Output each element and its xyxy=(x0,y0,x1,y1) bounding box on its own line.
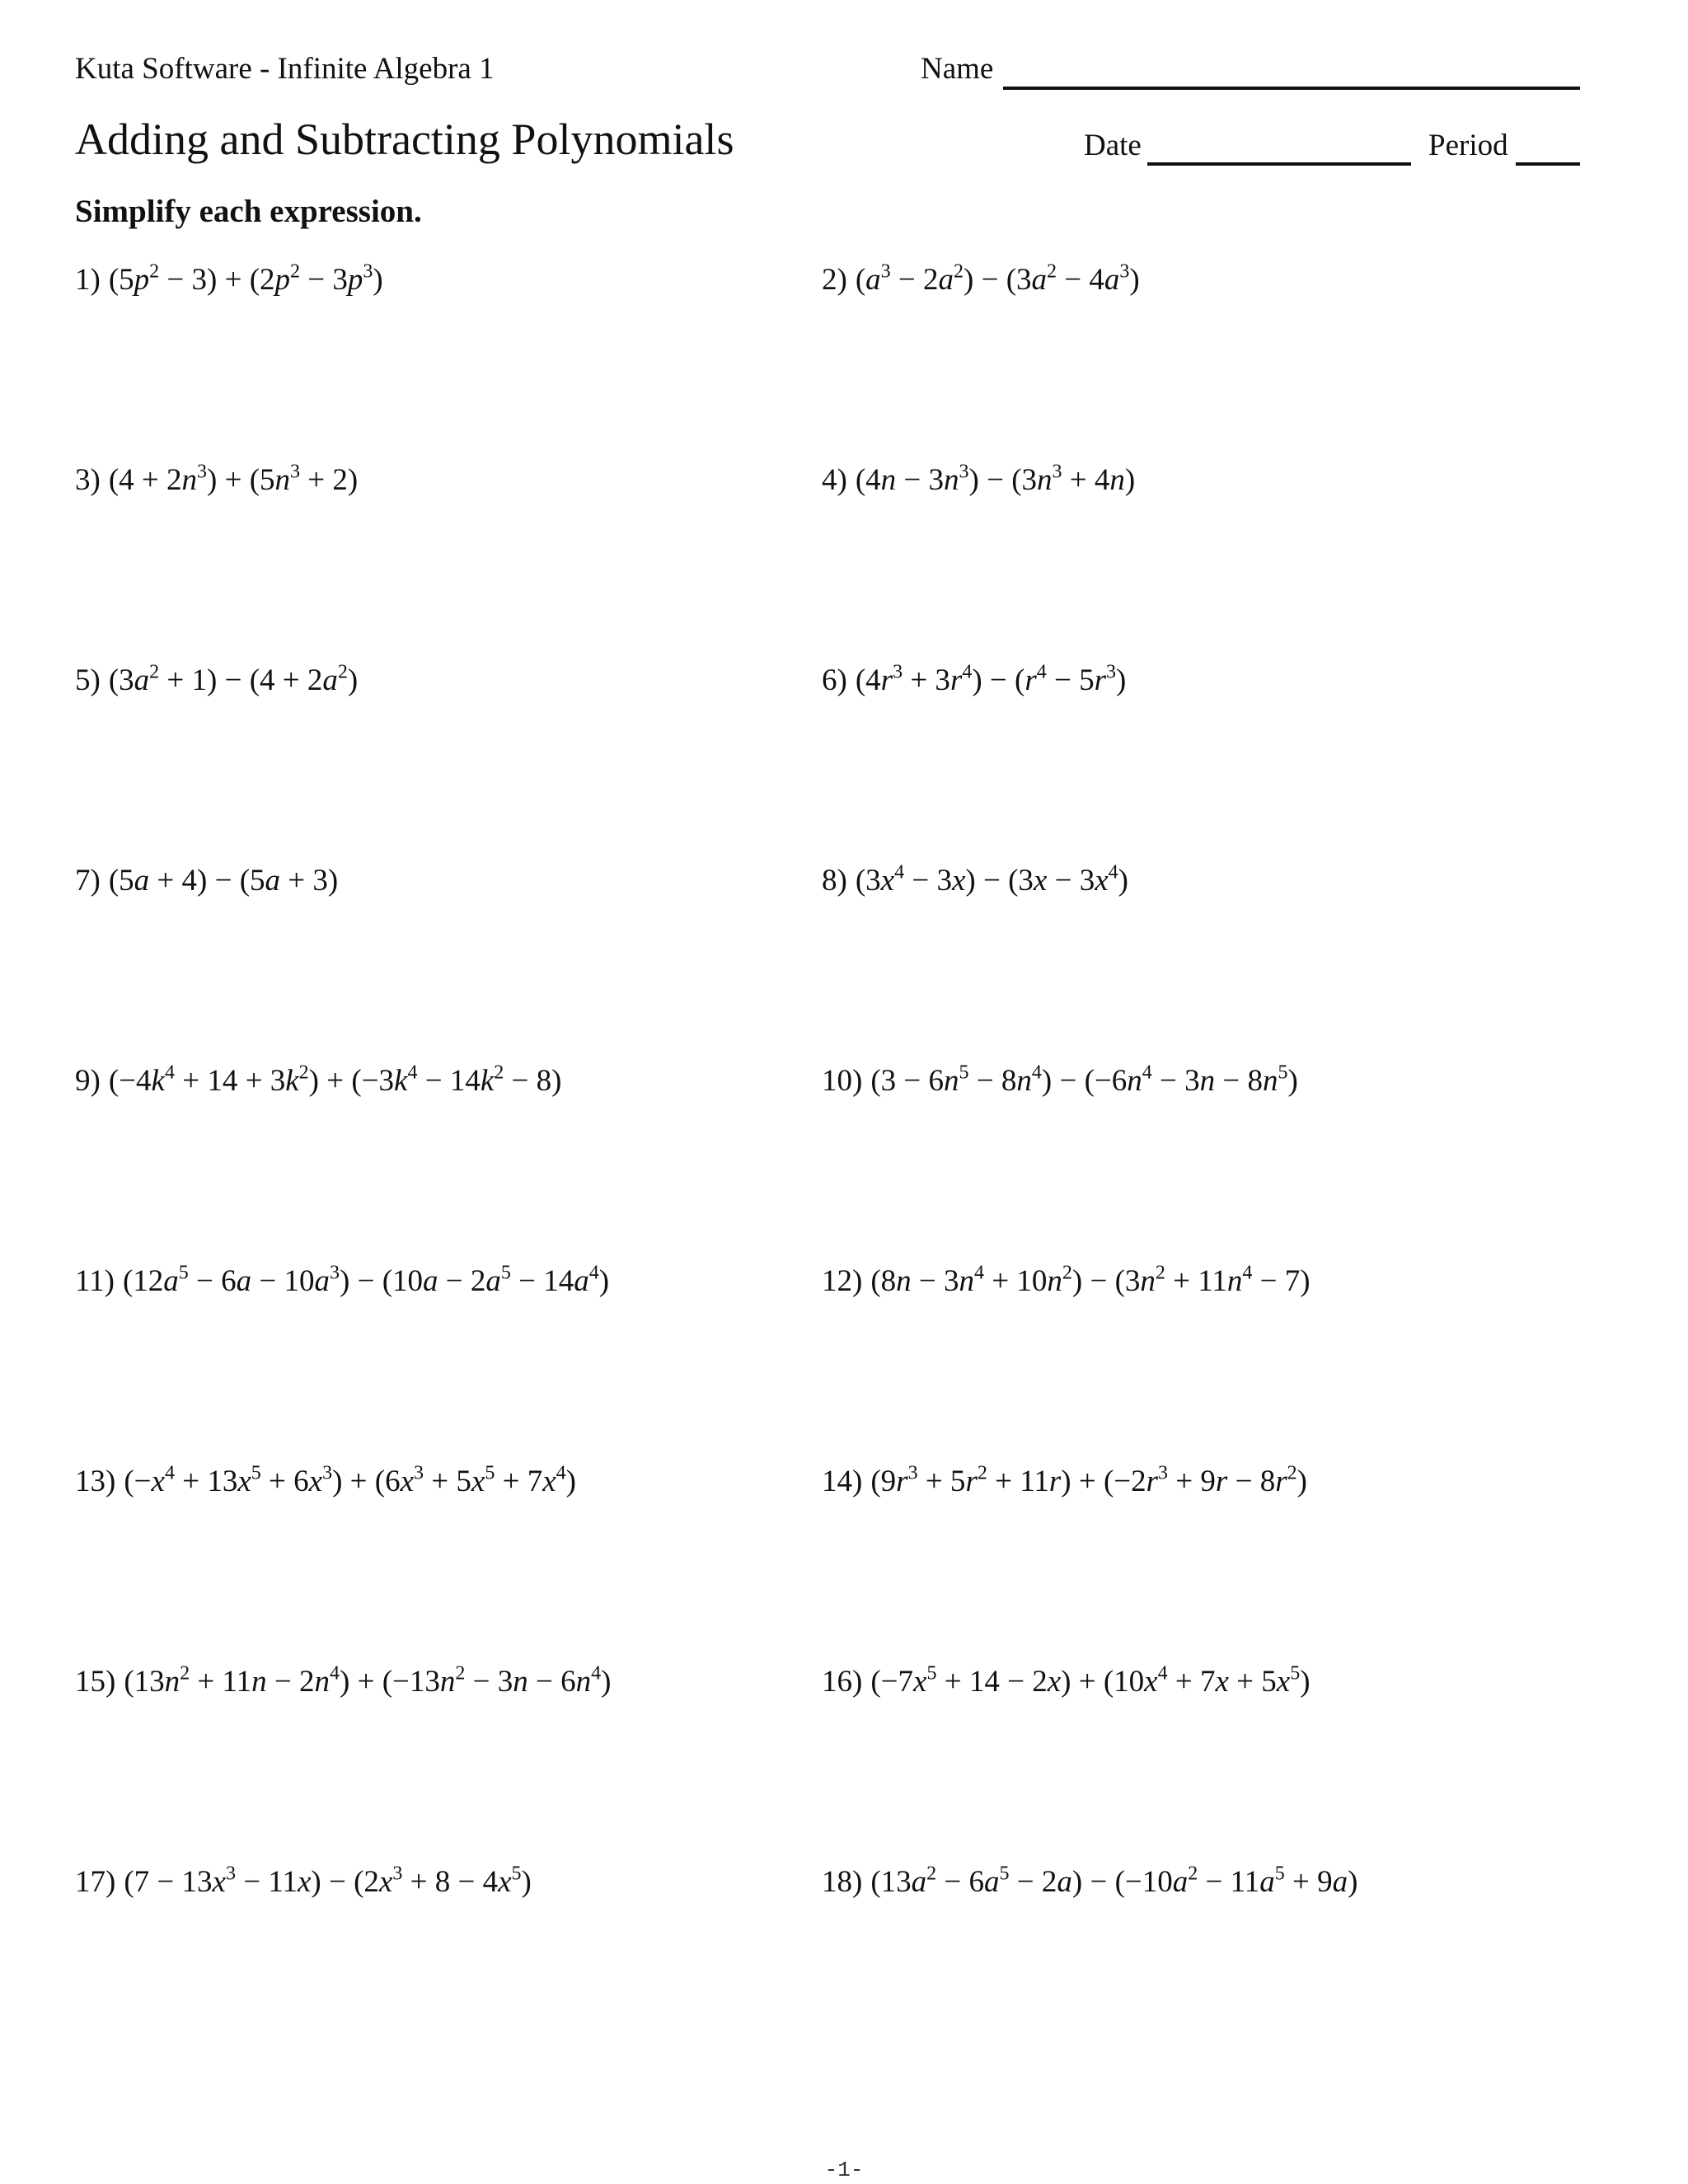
problem-item xyxy=(75,861,338,901)
problem-expression: $(3 - 6n^5 - 8n^4) - (-6n^4 - 3n - 8n^5)$ xyxy=(870,1062,1298,1098)
worksheet-title: Adding and Subtracting Polynomials xyxy=(75,115,734,164)
period-label: Period xyxy=(1428,129,1508,162)
problem-number: 14) xyxy=(822,1465,863,1498)
problem-expression: $(a^3 - 2a^2) - (3a^2 - 4a^3)$ xyxy=(855,260,1140,297)
problem-item xyxy=(822,260,1140,300)
problem-expression: $(3a^2 + 1) - (4 + 2a^2)$ xyxy=(108,661,359,697)
problem-expression: $(4n - 3n^3) - (3n^3 + 4n)$ xyxy=(855,461,1136,497)
problem-expression: $(4 + 2n^3) + (5n^3 + 2)$ xyxy=(108,461,359,497)
problem-expression: $(7 - 13x^3 - 11x) - (2x^3 + 8 - 4x^5)$ xyxy=(124,1863,532,1899)
name-blank-line[interactable] xyxy=(1003,87,1580,90)
problem-number: 15) xyxy=(75,1665,116,1699)
period-blank-line[interactable] xyxy=(1516,162,1580,166)
problem-item xyxy=(822,461,1135,500)
instructions: Simplify each expression. xyxy=(75,194,422,229)
problem-number: 2) xyxy=(822,263,847,297)
problem-item xyxy=(75,661,358,701)
problem-number: 13) xyxy=(75,1465,116,1498)
problem-item xyxy=(75,260,383,300)
problem-expression: $(12a^5 - 6a - 10a^3) - (10a - 2a^5 - 14a^4)$ xyxy=(122,1262,610,1298)
problem-item xyxy=(822,1863,1358,1902)
problem-item xyxy=(822,1662,1311,1702)
problem-item xyxy=(822,1462,1307,1502)
problem-item xyxy=(75,1262,609,1301)
date-label: Date xyxy=(1084,129,1142,162)
problem-number: 4) xyxy=(822,463,847,497)
problem-expression: $(-x^4 + 13x^5 + 6x^3) + (6x^3 + 5x^5 + 7x^4)$ xyxy=(124,1462,576,1498)
name-label: Name xyxy=(921,52,994,86)
problem-item xyxy=(822,1262,1311,1301)
problem-expression: (5a + 4) − (5a + 3) xyxy=(108,864,339,898)
problem-item xyxy=(822,861,1128,901)
problem-number: 9) xyxy=(75,1064,101,1098)
problem-item xyxy=(822,1062,1298,1101)
worksheet-brand: Kuta Software - Infinite Algebra 1 xyxy=(75,52,495,86)
problem-item xyxy=(75,1863,532,1902)
problem-number: 6) xyxy=(822,663,847,697)
problem-item xyxy=(822,661,1126,701)
problem-expression: $(13n^2 + 11n - 2n^4) + (-13n^2 - 3n - 6n^4)$ xyxy=(124,1662,612,1699)
problem-number: 8) xyxy=(822,864,847,898)
problem-number: 12) xyxy=(822,1264,863,1298)
problem-number: 11) xyxy=(75,1264,115,1298)
problem-expression: $(5p^2 - 3) + (2p^2 - 3p^3)$ xyxy=(108,260,383,297)
problem-item xyxy=(75,1462,576,1502)
problem-expression: $(3x^4 - 3x) - (3x - 3x^4)$ xyxy=(855,861,1128,898)
problem-item xyxy=(75,1662,612,1702)
problem-number: 18) xyxy=(822,1865,863,1899)
problem-expression: $(8n - 3n^4 + 10n^2) - (3n^2 + 11n^4 - 7)$ xyxy=(870,1262,1311,1298)
problem-number: 5) xyxy=(75,663,101,697)
problem-expression: $(9r^3 + 5r^2 + 11r) + (-2r^3 + 9r - 8r^2)$ xyxy=(870,1462,1307,1498)
problem-item xyxy=(75,461,358,500)
page-number: -1- xyxy=(824,2158,864,2182)
problem-number: 10) xyxy=(822,1064,863,1098)
problem-number: 1) xyxy=(75,263,101,297)
problem-number: 7) xyxy=(75,864,101,898)
problem-expression: $(4r^3 + 3r^4) - (r^4 - 5r^3)$ xyxy=(855,661,1127,697)
date-blank-line[interactable] xyxy=(1147,162,1411,166)
problem-expression: $(-7x^5 + 14 - 2x) + (10x^4 + 7x + 5x^5)$ xyxy=(870,1662,1311,1699)
problem-number: 16) xyxy=(822,1665,863,1699)
problem-number: 17) xyxy=(75,1865,116,1899)
problem-expression: $(-4k^4 + 14 + 3k^2) + (-3k^4 - 14k^2 - 8)$ xyxy=(108,1062,562,1098)
problem-item xyxy=(75,1062,561,1101)
problem-expression: $(13a^2 - 6a^5 - 2a) - (-10a^2 - 11a^5 + 9a)$ xyxy=(870,1863,1358,1899)
problem-number: 3) xyxy=(75,463,101,497)
